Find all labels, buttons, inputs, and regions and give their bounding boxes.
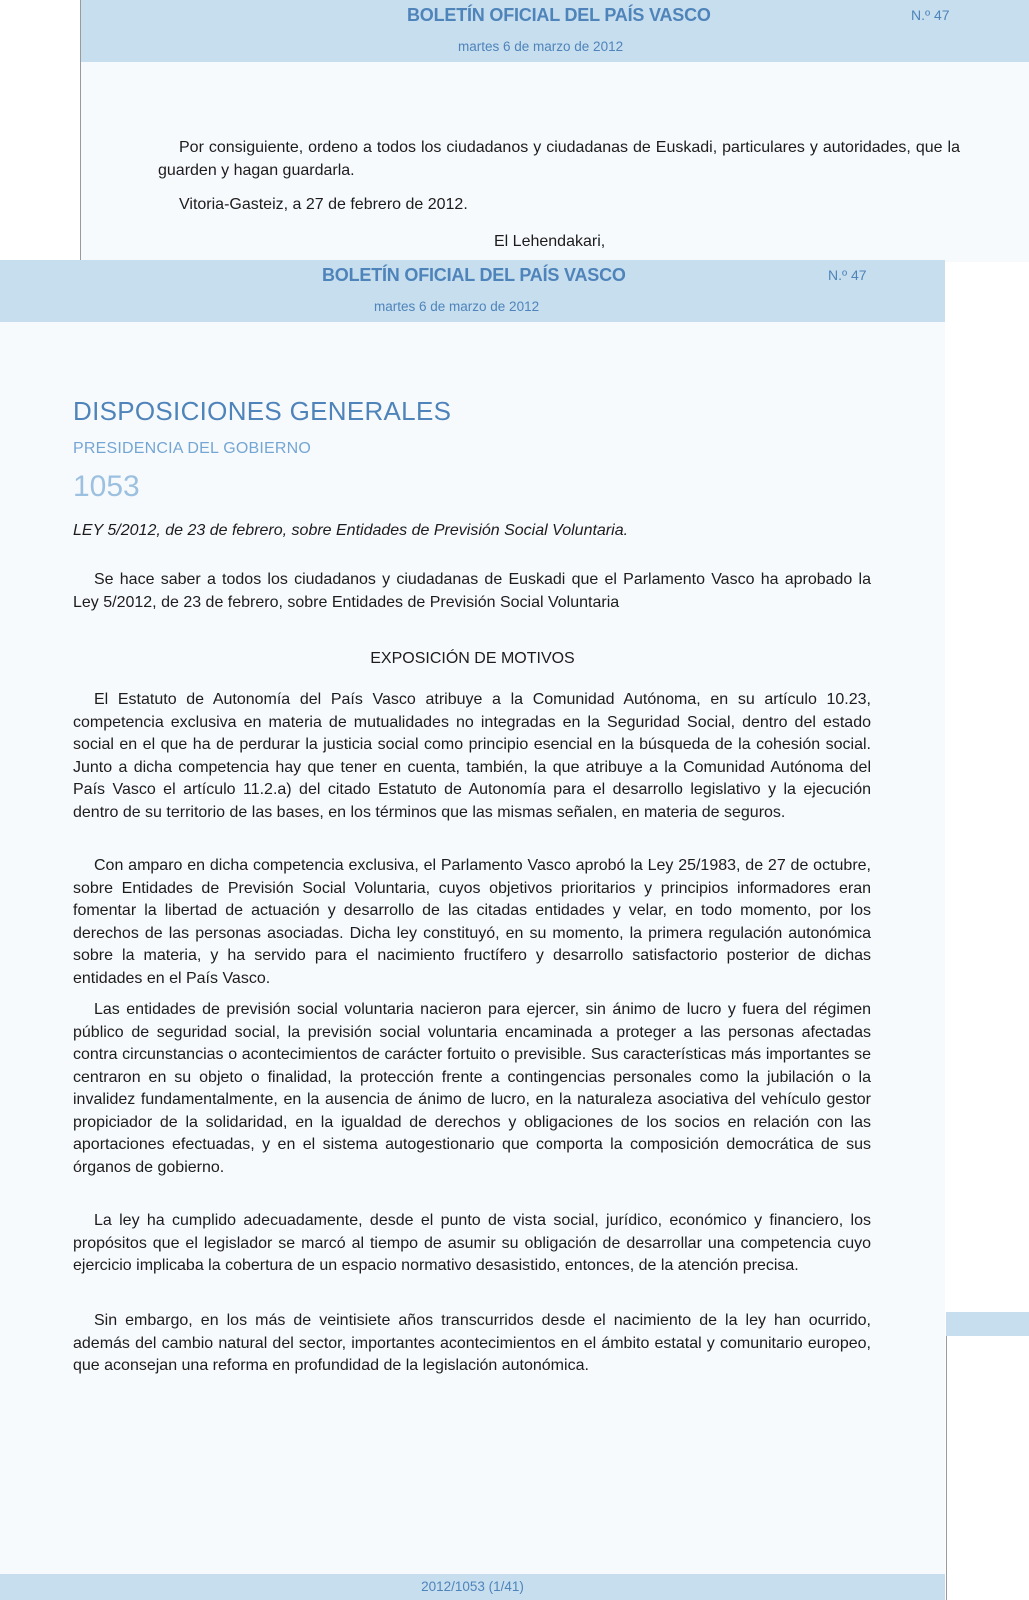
bulletin-title: BOLETÍN OFICIAL DEL PAÍS VASCO	[322, 265, 626, 285]
body-paragraph: Sin embargo, en los más de veintisiete años transcurridos desde el nacimiento de la ley han ocurrido, además del cambio natural del sector, importantes acontecimientos en el ámbito estatal y comunitario europeo, que aconsejan una reforma en profundidad de la legislación autonómica.	[73, 1312, 871, 1374]
document-number: 1053	[73, 470, 140, 503]
page-header	[0, 260, 945, 322]
current-page	[0, 260, 945, 1600]
exposition-title: EXPOSICIÓN DE MOTIVOS	[370, 650, 575, 667]
page-header	[81, 0, 1029, 62]
law-title: LEY 5/2012, de 23 de febrero, sobre Entidades de Previsión Social Voluntaria.	[73, 522, 629, 539]
body-paragraph: El Estatuto de Autonomía del País Vasco atribuye a la Comunidad Autónoma, en su artículo 10.23, competencia exclusiva en materia de mutualidades no integradas en la Seguridad Social, dentro del estado social en el que ha de perdurar la justicia social como principio esencial en la búsqueda de la cohesión social. Junto a dicha competencia hay que tener en cuenta, también, la que atribuye a la Comunidad Autónoma del País Vasco el artículo 11.2.a) del citado Estatuto de Autonomía para el desarrollo legislativo y la ejecución dentro de su territorio de las bases, en los términos que las mismas señalen, en materia de seguros.	[73, 691, 871, 821]
body-paragraph: Se hace saber a todos los ciudadanos y ciudadanas de Euskadi que el Parlamento Vasco ha aprobado la Ley 5/2012, de 23 de febrero, sobre Entidades de Previsión Social Voluntaria	[73, 571, 871, 611]
previous-page	[80, 0, 1029, 262]
next-page-border	[946, 1336, 947, 1600]
body-paragraph: Con amparo en dicha competencia exclusiva, el Parlamento Vasco aprobó la Ley 25/1983, de 27 de octubre, sobre Entidades de Previsión Social Voluntaria, cuyos objetivos prioritarios y principios informadores eran fomentar la libertad de actuación y desarrollo de las citadas entidades y velar, en todo momento, por los derechos de las personas asociadas. Dicha ley constituyó, en su momento, la primera regulación autonómica sobre la materia, y ha servido para el nacimiento fructífero y desarrollo satisfactorio posterior de dichas entidades en el País Vasco.	[73, 857, 871, 987]
next-page-header-band	[946, 1312, 1029, 1336]
closing-paragraph: Por consiguiente, ordeno a todos los ciudadanos y ciudadanas de Euskadi, particulares y autoridades, que la guarden y hagan guardarla.	[158, 139, 960, 179]
bulletin-title: BOLETÍN OFICIAL DEL PAÍS VASCO	[407, 5, 711, 25]
page-reference: 2012/1053 (1/41)	[421, 1579, 524, 1594]
section-title: DISPOSICIONES GENERALES	[73, 396, 452, 426]
page-footer	[0, 1574, 945, 1600]
body-paragraph: La ley ha cumplido adecuadamente, desde el punto de vista social, jurídico, económico y financiero, los propósitos que el legislador se marcó al tiempo de asumir su obligación de desarrollar una competencia cuyo ejercicio implicaba la cobertura de un espacio normativo desasistido, entonces, de la atención precisa.	[73, 1212, 871, 1274]
issue-date: martes 6 de marzo de 2012	[374, 299, 540, 314]
place-date: Vitoria-Gasteiz, a 27 de febrero de 2012.	[179, 196, 468, 213]
issue-number: N.º 47	[828, 267, 867, 283]
next-page-edge	[946, 1312, 1029, 1600]
body-paragraph: Las entidades de previsión social voluntaria nacieron para ejercer, sin ánimo de lucro y fuera del régimen público de seguridad social, la previsión social voluntaria encaminada a proteger a las personas afectadas contra circunstancias o acontecimientos de carácter fortuito o previsible. Sus características más importantes se centraron en su objeto o finalidad, la protección frente a contingencias personales como la jubilación o la invalidez fundamentalmente, en la ausencia de ánimo de lucro, en la naturaleza asociativa del vehículo gestor propiciador de la solidaridad, en la igualdad de derechos y obligaciones de los socios en relación con las aportaciones efectuadas, y en el sistema autogestionario que comporta la composición democrática de sus órganos de gobierno.	[73, 1001, 871, 1176]
signature: El Lehendakari,	[494, 233, 606, 250]
department: PRESIDENCIA DEL GOBIERNO	[73, 440, 312, 457]
issue-date: martes 6 de marzo de 2012	[458, 39, 624, 54]
issue-number: N.º 47	[911, 7, 950, 23]
